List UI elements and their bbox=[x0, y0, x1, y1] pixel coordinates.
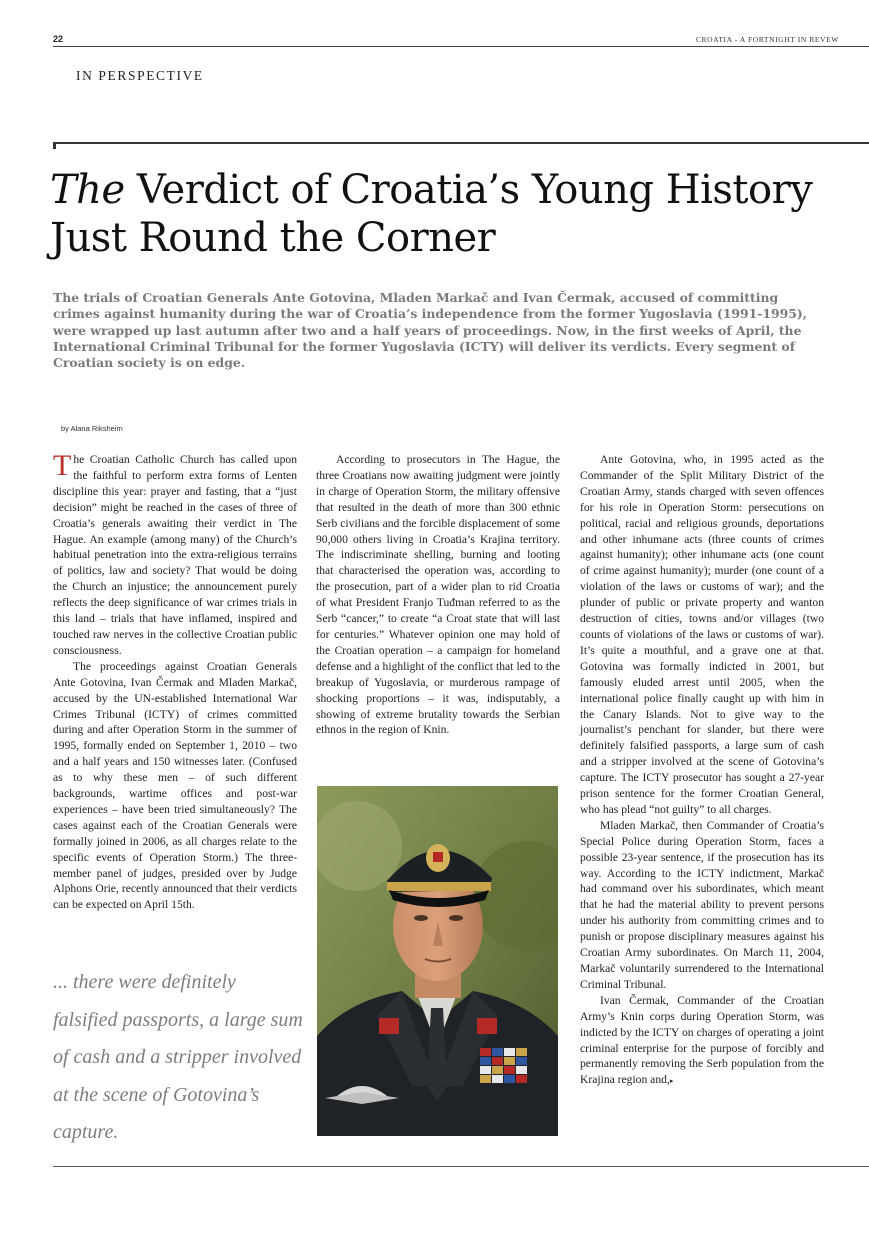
title-rule bbox=[53, 142, 869, 144]
drop-cap: T bbox=[53, 449, 72, 482]
paragraph bbox=[580, 993, 824, 1090]
column-2 bbox=[316, 452, 560, 738]
paragraph-text: Ivan Čermak, Commander of the Croatian Army’s Knin corps during Operation Storm, was indicted by the ICTY on charges of operating a joint criminal enterprise for the purpose of forcibly and permanently removing the Serb population from the Krajina region and, bbox=[580, 993, 824, 1087]
paragraph bbox=[53, 449, 297, 659]
uniformed-general-portrait-icon bbox=[317, 786, 558, 1136]
title-italic-word: The bbox=[50, 167, 125, 213]
bottom-rule bbox=[53, 1166, 869, 1167]
title-rule-tick bbox=[53, 142, 56, 149]
paragraph: Mladen Markač, then Commander of Croatia’s Special Police during Operation Storm, faces a possible 23-year sentence, if the prosecution has its way. According to the ICTY indictment, Markač had command over his subordinates, which meant that he had the material ability to prevent persons under his authority from committing crimes and to punish or propose disciplinary measures against his Croatian Army subordinates. On March 11, 2004, Markač voluntarily surrendered to the International Criminal Tribunal. bbox=[580, 818, 824, 991]
column-3 bbox=[580, 452, 824, 1090]
top-rule bbox=[53, 46, 869, 47]
pull-quote: ... there were definitely falsified passports, a large sum of cash and a stripper involved at the scene of Gotovina’s capture. bbox=[53, 971, 303, 1143]
page-number: 22 bbox=[53, 34, 64, 44]
paragraph: According to prosecutors in The Hague, the three Croatians now awaiting judgment were jointly in charge of Operation Storm, the military offensive that resulted in the death of more than 300 ethnic Serb civilians and the forcible displacement of some 90,000 others living in Croatia’s Krajina territory. The indiscriminate shelling, burning and looting that characterised the operation was, according to the prosecution, part of a wider plan to rid Croatia of what President Franjo Tuđman referred to as the Serb “cancer,” to create “a Croat state that will last for centuries.” Whatever opinion one may hold of the Croatian operation – a campaign for homeland defense and a highlight of the conflict that led to the breakup of Yugoslavia, or murderous rampage of shocking proportions – it was, indisputably, a showing of extreme brutality towards the Serbian ethnos in the region of Knin. bbox=[316, 453, 560, 737]
paragraph: Ante Gotovina, who, in 1995 acted as the Commander of the Split Military District of the Croatian Army, stands charged with seven offences for his role in Operation Storm: persecutions on political, racial and religious grounds, deportations and other inhumane acts (three counts of crimes against humanity); other inhumane acts (one count of crime against humanity); murder (one count of a violation of the laws or customs of war); and the plunder of public or private property and wanton destruction of cities, towns and/or villages (two counts of violations of the laws or customs of war). It’s quite a mouthful, and a grave one at that. Gotovina was formally indicted in 2001, but famously eluded arrest until 2005, when the international police finally caught up with him in the Canary Islands. Not to give way to the journalist’s penchant for slander, but there were definitely falsified passports, a large sum of cash and a stripper involved at the scene of Gotovina’s capture. The ICTY prosecutor has sought a 27-year prison sentence for the former Croatian General, who has plead “not guilty” to all charges. bbox=[580, 453, 824, 816]
column-1 bbox=[53, 449, 297, 913]
article-title bbox=[50, 166, 830, 262]
continue-arrow-icon: ▸ bbox=[669, 1077, 674, 1086]
running-head: CROATIA - A FORTNIGHT IN REVEW bbox=[695, 35, 839, 44]
paragraph-text: he Croatian Catholic Church has called upon the faithful to perform extra forms of Lenten discipline this year: prayer and fasting, that a “just decision” might be reached in the cases of three of Croatia’s generals awaiting their verdict in The Hague. An example (among many) of the Church’s habitual penetration into the extra-religious terrains of politics, law and society? That would be doing the Church an injustice; the announcement purely reflects the deep significance of war crimes trials in this land – trials that have inflamed, inspired and touched raw nerves in the collective Croatian public consciousness. bbox=[53, 453, 297, 657]
general-portrait-photo bbox=[317, 786, 558, 1136]
standfirst: The trials of Croatian Generals Ante Gotovina, Mladen Markač and Ivan Čermak, accused of committing crimes against humanity during the war of Croatia’s independence from the former Yugoslavia (1991-1995), were wrapped up last autumn after two and a half years of proceedings. Now, in the first weeks of April, the International Criminal Tribunal for the former Yugoslavia (ICTY) will deliver its verdicts. Every segment of Croatian society is on edge. bbox=[53, 290, 808, 371]
paragraph: The proceedings against Croatian Generals Ante Gotovina, Ivan Čermak and Mladen Markač, accused by the UN-established International War Crimes Tribunal (ICTY) of crimes committed during and after Operation Storm in the summer of 1995, formally ended on September 1, 2010 – two and a half years and 150 witnesses later. (Confused as to why these men – of such different backgrounds, wartime offices and post-war experiences – have been tried simultaneously? The cases against each of the Croatian Generals were formally joined in 2006, as all charges relate to the specific events of Operation Storm.) The three-member panel of judges, presided over by Judge Alphons Orie, recently announced that their verdicts can be expected on April 15th. bbox=[53, 659, 297, 912]
byline: by Alana Riksheim bbox=[61, 424, 123, 433]
section-label: IN PERSPECTIVE bbox=[76, 68, 204, 83]
title-rest: Verdict of Croatia’s Young History Just Round the Corner bbox=[50, 167, 813, 261]
